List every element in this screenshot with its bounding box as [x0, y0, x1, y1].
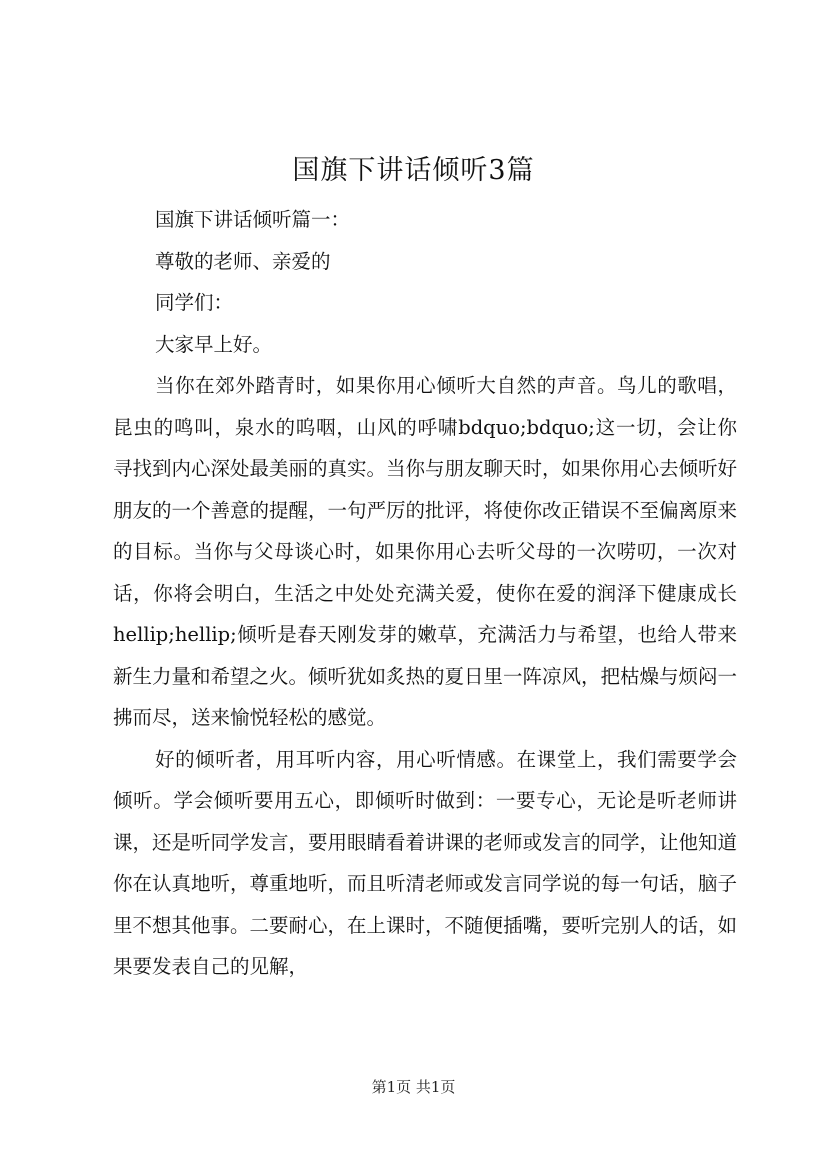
- section-heading: 国旗下讲话倾听篇一：: [155, 208, 351, 231]
- document-title: 国旗下讲话倾听3篇: [292, 155, 535, 186]
- body-paragraph-1: 当你在郊外踏青时，如果你用心倾听大自然的声音。鸟儿的歌唱，昆虫的鸣叫，泉水的呜咽，山风的呼啸bdquo;bdquo;这一切，会让你寻找到内心深处最美丽的真实。当你与朋友聊天时，如果你用心去倾听好朋友的一个善意的提醒，一句严厉的批评，将使你改正错误不至偏离原来的目标。当你与父母谈心时，如果你用心去听父母的一次唠叨，一次对话，你将会明白，生活之中处处充满关爱，使你在爱的润泽下健康成长hellip;hellip;倾听是春天刚发芽的嫩草，充满活力与希望，也给人带来新生力量和希望之火。倾听犹如炙热的夏日里一阵凉风，把枯燥与烦闷一拂而尽，送来愉悦轻松的感觉。: [113, 374, 738, 729]
- document-body: [113, 199, 737, 988]
- salutation-line-1: 尊敬的老师、亲爱的: [155, 249, 331, 273]
- page-footer: 第1页 共1页: [371, 1078, 456, 1096]
- salutation-line-2: 同学们：: [155, 291, 234, 314]
- greeting: 大家早上好。: [155, 332, 273, 356]
- body-paragraph-2: 好的倾听者，用耳听内容，用心听情感。在课堂上，我们需要学会倾听。学会倾听要用五心，即倾听时做到：一要专心，无论是听老师讲课，还是听同学发言，要用眼睛看着讲课的老师或发言的同学，让他知道你在认真地听，尊重地听，而且听清老师或发言同学说的每一句话，脑子里不想其他事。二要耐心，在上课时，不随便插嘴，要听完别人的话，如果要发表自己的见解，: [113, 747, 738, 978]
